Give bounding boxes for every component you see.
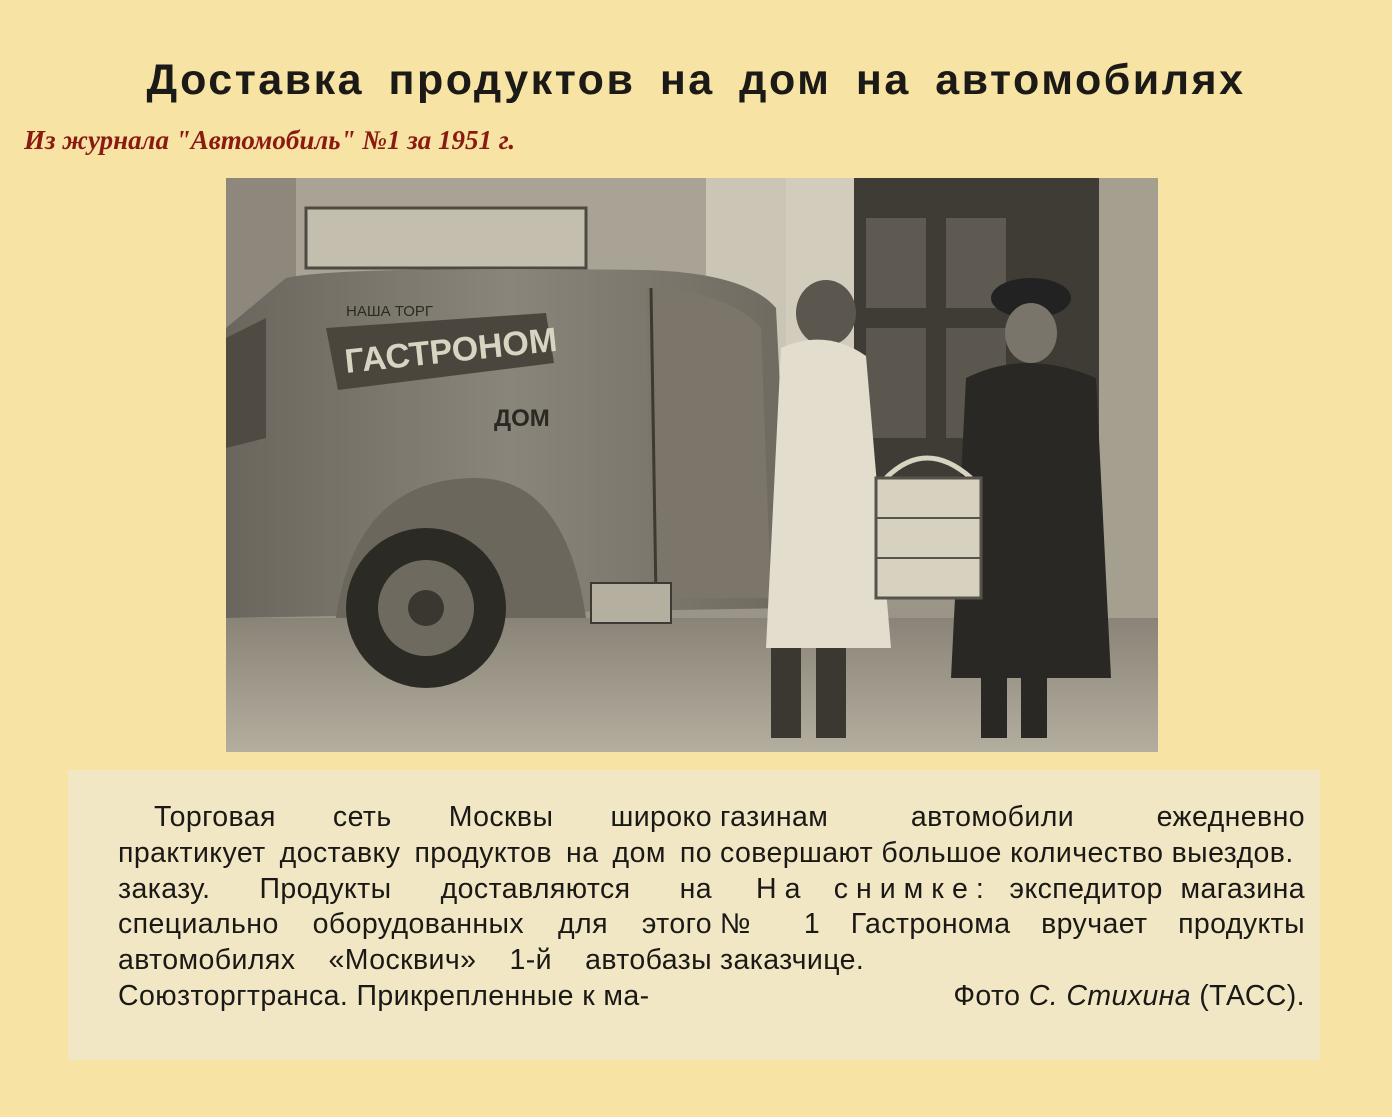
van-sign-top: НАША ТОРГ — [346, 303, 434, 320]
delivery-photo — [226, 178, 1158, 752]
photo-caption — [720, 872, 1305, 979]
caption-lead: На снимке: — [756, 872, 992, 905]
article-text-block — [68, 770, 1320, 1060]
article-column-left — [118, 800, 712, 1015]
headline: Доставка продуктов на дом на автомобилях — [146, 56, 1246, 104]
article-paragraph-continued: газинам автомобили ежедневно совершают большое количество выездов. — [720, 801, 1305, 869]
credit-prefix: Фото — [953, 979, 1029, 1012]
van-brand-lettering: ГАСТРОНОМ — [342, 320, 559, 381]
source-note: Из журнала "Автомобиль" №1 за 1951 г. — [24, 125, 516, 155]
credit-agency: (ТАСС). — [1190, 979, 1305, 1012]
article-column-right — [720, 800, 1305, 1015]
article-paragraph: Торговая сеть Москвы широко практикует доставку продуктов на дом по заказу. Продукты доставляются на специально оборудованных для этого автомобилях «Москвич» 1-й автобазы Союзторгтранса. Прикрепленные к ма- — [118, 801, 712, 1012]
photographer-name: С. Стихина — [1028, 979, 1191, 1012]
van-sign-bottom: ДОМ — [494, 405, 550, 432]
photo-credit — [720, 979, 1305, 1015]
caption-text: экспедитор магазина № 1 Гастронома вручает продукты заказчице. — [720, 872, 1305, 977]
